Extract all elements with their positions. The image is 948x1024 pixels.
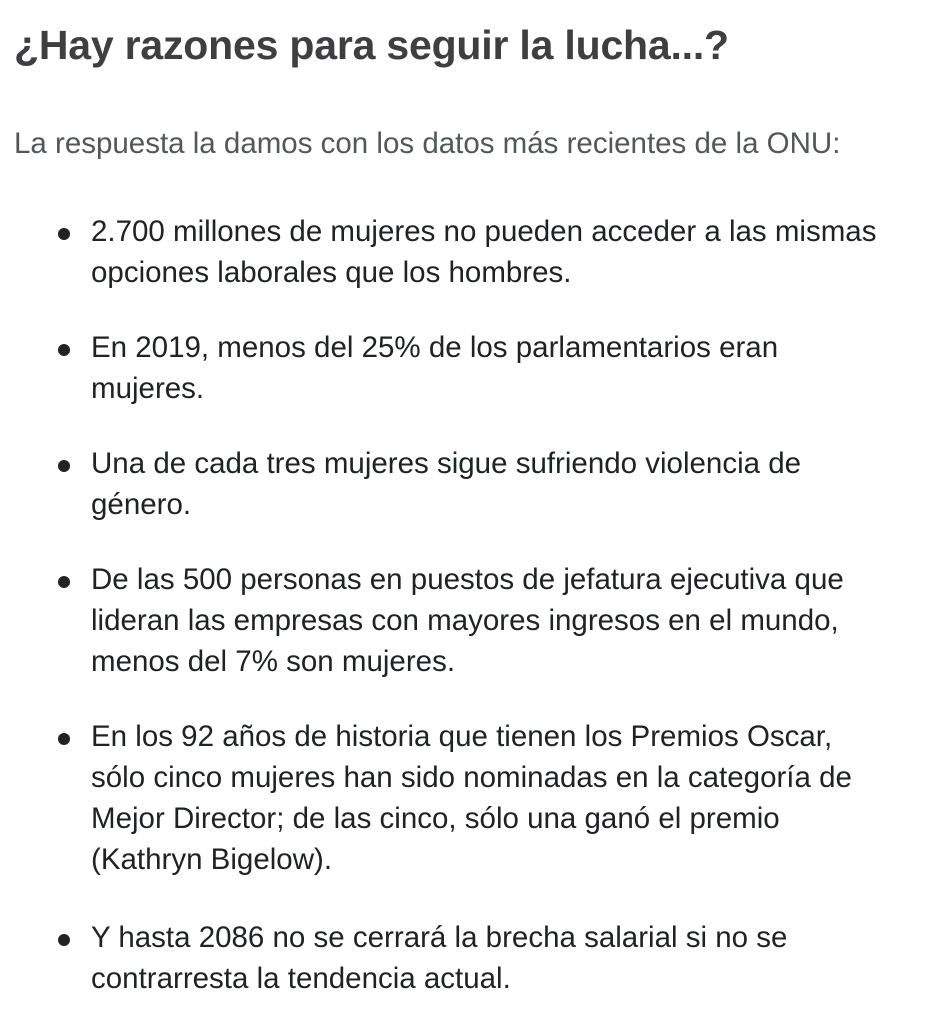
list-item-line: sólo cinco mujeres han sido nominadas en la categoría de [91, 761, 852, 794]
list-item-line: Una de cada tres mujeres sigue sufriendo violencia de [91, 447, 802, 480]
intro-paragraph: La respuesta la damos con los datos más recientes de la ONU: [14, 127, 841, 160]
list-item-line: (Kathryn Bigelow). [91, 843, 333, 876]
list-item-text [91, 917, 938, 999]
list-item [58, 443, 938, 525]
article-heading: ¿Hay razones para seguir la lucha...? [14, 22, 729, 68]
bullet-dot-icon [58, 733, 70, 745]
list-item-line: Mejor Director; de las cinco, sólo una ganó el premio [91, 802, 780, 835]
bullet-dot-icon [58, 934, 70, 946]
list-item-text [91, 443, 938, 525]
list-item-line: menos del 7% son mujeres. [91, 645, 456, 678]
list-item-text [91, 211, 938, 293]
list-item [58, 559, 938, 682]
list-item-line: mujeres. [91, 372, 205, 405]
list-item-line: género. [91, 488, 192, 521]
bullet-dot-icon [58, 576, 70, 588]
list-item [58, 716, 938, 880]
list-item-text [91, 327, 938, 409]
list-item-text [91, 716, 938, 880]
list-item [58, 211, 938, 293]
list-item [58, 327, 938, 409]
list-item-line: En 2019, menos del 25% de los parlamentarios eran [91, 331, 779, 364]
list-item-line: De las 500 personas en puestos de jefatura ejecutiva que [91, 563, 844, 596]
bullet-dot-icon [58, 344, 70, 356]
list-item-line: contrarresta la tendencia actual. [91, 962, 511, 995]
list-item-line: lideran las empresas con mayores ingresos en el mundo, [91, 604, 839, 637]
list-item-line: 2.700 millones de mujeres no pueden acceder a las mismas [91, 215, 877, 248]
list-item [58, 917, 938, 999]
list-item-line: En los 92 años de historia que tienen los Premios Oscar, [91, 720, 833, 753]
bullet-dot-icon [58, 228, 70, 240]
bullet-dot-icon [58, 460, 70, 472]
list-item-line: opciones laborales que los hombres. [91, 256, 572, 289]
list-item-line: Y hasta 2086 no se cerrará la brecha salarial si no se [91, 921, 788, 954]
list-item-text [91, 559, 938, 682]
